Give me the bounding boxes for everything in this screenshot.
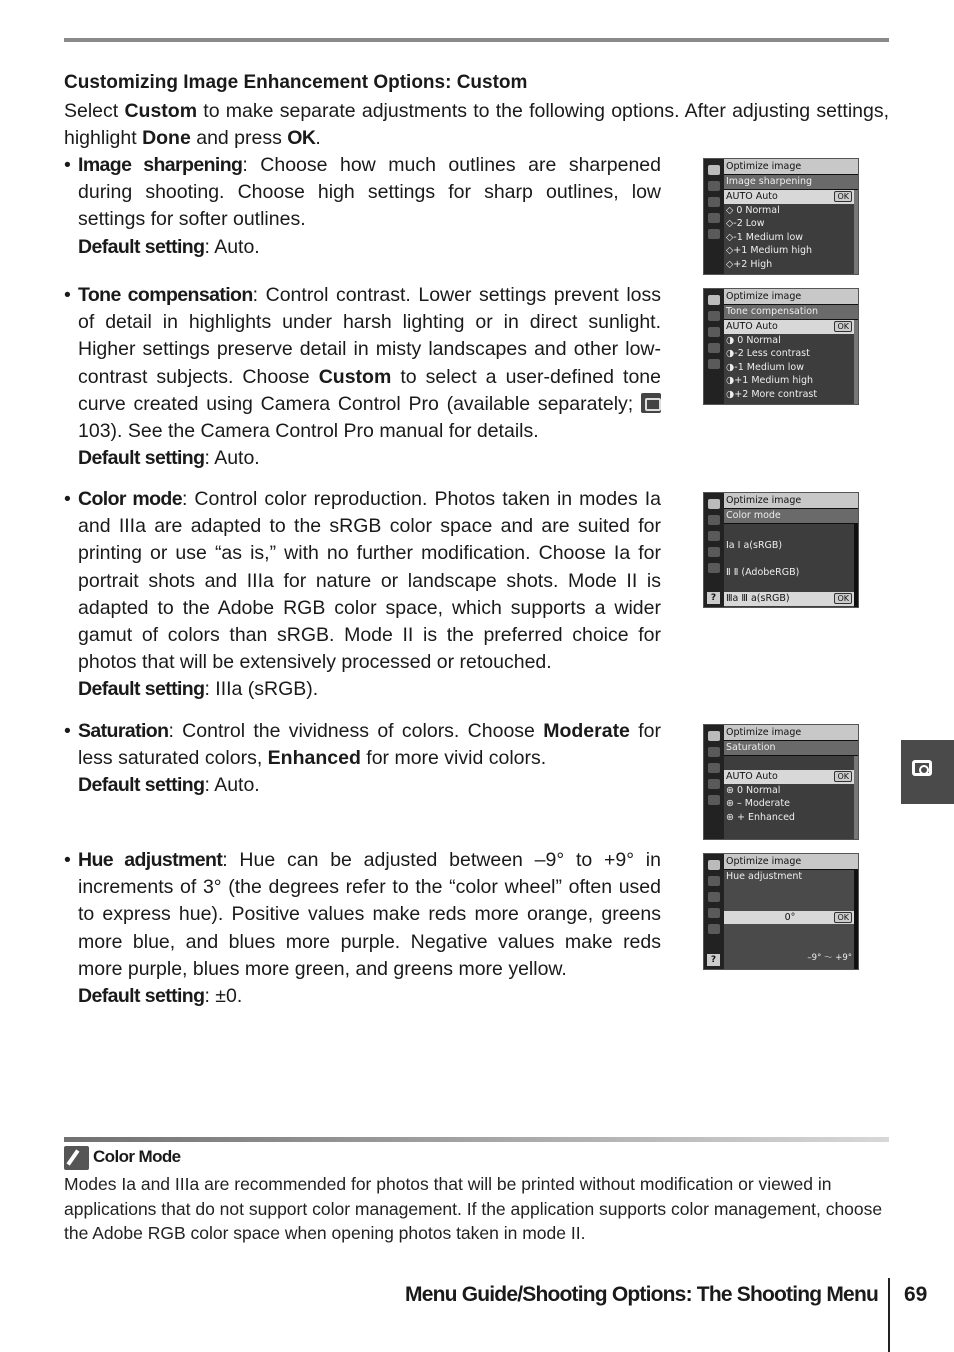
- menu-row: ◇+1 Medium high: [726, 245, 813, 256]
- bullet-color-mode: • Color mode: Control color reproduction. Photos taken in modes Ia and IIIa are adapted to the sRGB color space and are suited for printing or use “as is,” with no further modification. Choose Ia for portrait shots and IIIa for nature or landscape shots. Mode II is adapted to the Adobe RGB color space, which supports a wider gamut of colors than sRGB. Mode II is the preferred choice for photos that will be extensively processed or retouched. Default setting: IIIa (sRGB).: [64, 486, 661, 704]
- menu-row: ◑+1 Medium high: [726, 375, 814, 386]
- menu-row: AUTO Auto OK: [724, 320, 854, 334]
- menu-row: ◑ 0 Normal: [726, 334, 781, 346]
- default-setting: Default setting: Auto.: [78, 774, 260, 797]
- menu-row: ⊛ + Enhanced: [726, 811, 795, 823]
- note-rule: [64, 1137, 889, 1142]
- menu-row: ⊛ 0 Normal: [726, 784, 781, 796]
- term-hue-adjustment: Hue adjustment: [78, 849, 223, 871]
- page-reference-icon: [641, 393, 661, 413]
- help-icon: ?: [707, 954, 720, 966]
- term-image-sharpening: Image sharpening: [78, 154, 243, 176]
- bullet-hue-adjustment: • Hue adjustment: Hue can be adjusted between –9° to +9° in increments of 3° (the degrees refer to the “color wheel” often used to express hue). Positive values make reds more orange, greens more blue, and blues more purple. Negative values make reds more purple, blues more green, and greens more yellow. Default setting: ±0.: [64, 847, 661, 1010]
- bullet-tone-compensation: • Tone compensation: Control contrast. Lower settings prevent loss of detail in highlights under harsh lighting or in direct sunlight. Higher settings preserve detail in misty landscapes and other low-contrast subjects. Choose Custom to select a user-defined tone curve created using Camera Control Pro (available separately; 103). See the Camera Control Pro manual for details. Default setting: Auto.: [64, 282, 661, 472]
- default-setting: Default setting: Auto.: [78, 447, 260, 470]
- shooting-menu-tab-marker: [901, 740, 954, 804]
- menu-row: ◑-1 Medium low: [726, 361, 805, 373]
- screen-image-sharpening: Optimize image Image sharpening AUTO Auto OK ◇ 0 Normal ◇-2 Low ◇-1 Medium low ◇+1 Medium high ◇+2 High: [703, 158, 859, 275]
- section-title: Customizing Image Enhancement Options: Custom: [64, 72, 528, 93]
- footer-title: Menu Guide/Shooting Options: The Shooting Menu: [405, 1283, 878, 1306]
- page-number: 69: [904, 1283, 928, 1306]
- default-setting: Default setting: ±0.: [78, 985, 243, 1008]
- menu-row: ◇ 0 Normal: [726, 204, 780, 216]
- default-setting: Default setting: Auto.: [78, 235, 260, 258]
- screen-subtitle: Hue adjustment: [726, 871, 803, 882]
- note-title: Color Mode: [93, 1147, 181, 1166]
- pencil-note-icon: [64, 1146, 89, 1170]
- footer-rule: [888, 1278, 890, 1352]
- menu-row: Ⅱ Ⅱ (AdobeRGB): [726, 567, 800, 578]
- menu-row: AUTO Auto OK: [724, 770, 854, 784]
- screen-hue-adjustment: Optimize image Hue adjustment 0° OK –9° ～ +9° ?: [703, 853, 859, 970]
- menu-row: ◑-2 Less contrast: [726, 348, 810, 359]
- done-keyword: Done: [142, 127, 191, 149]
- screen-color-mode: Optimize image Color mode Ia Ⅰ a(sRGB) Ⅱ Ⅱ (AdobeRGB) Ⅲa Ⅲ a(sRGB) OK ?: [703, 492, 859, 608]
- menu-row: ◑+2 More contrast: [726, 388, 818, 400]
- screen-saturation: Optimize image Saturation AUTO Auto OK ⊛ 0 Normal ⊛ – Moderate ⊛ + Enhanced: [703, 724, 859, 840]
- term-saturation: Saturation: [78, 720, 169, 742]
- menu-row: Ⅲa Ⅲ a(sRGB) OK: [724, 592, 854, 606]
- note-body: Modes Ia and IIIa are recommended for photos that will be printed without modification or viewed in applications that do not support color management. If the application supports color management, choose the Adobe RGB color space when opening photos taken in mode II.: [64, 1174, 883, 1243]
- camera-icon: [912, 760, 932, 776]
- intro-paragraph: Select Custom to make separate adjustments to the following options. After adjusting settings, highlight Done and press OK.: [64, 100, 890, 149]
- custom-keyword: Custom: [124, 100, 198, 122]
- hue-value-row: 0° OK: [724, 911, 854, 925]
- bullet-saturation: • Saturation: Control the vividness of colors. Choose Moderate for less saturated colors, Enhanced for more vivid colors. Default setting: Auto.: [64, 718, 661, 800]
- ok-keyword: OK: [287, 127, 316, 149]
- hue-value: 0°: [784, 911, 796, 923]
- default-setting: Default setting: IIIa (sRGB).: [78, 678, 319, 701]
- bullet-image-sharpening: • Image sharpening: Choose how much outlines are sharpened during shooting. Choose high settings for sharp outlines, low settings for softer outlines. Default setting: Auto.: [64, 152, 661, 261]
- hue-range: –9° ～ +9°: [807, 952, 852, 963]
- menu-row: ⊛ – Moderate: [726, 798, 790, 809]
- menu-row: ◇-1 Medium low: [726, 231, 804, 243]
- menu-row: ◇-2 Low: [726, 218, 765, 229]
- help-icon: ?: [707, 592, 720, 604]
- menu-row: AUTO Auto OK: [724, 190, 854, 204]
- menu-row: Ia Ⅰ a(sRGB): [726, 540, 783, 551]
- term-tone-compensation: Tone compensation: [78, 284, 253, 306]
- menu-row: ◇+2 High: [726, 258, 773, 270]
- top-rule: [64, 38, 889, 42]
- screen-tone-compensation: Optimize image Tone compensation AUTO Auto OK ◑ 0 Normal ◑-2 Less contrast ◑-1 Medium low ◑+1 Medium high ◑+2 More contrast: [703, 288, 859, 405]
- term-color-mode: Color mode: [78, 488, 182, 510]
